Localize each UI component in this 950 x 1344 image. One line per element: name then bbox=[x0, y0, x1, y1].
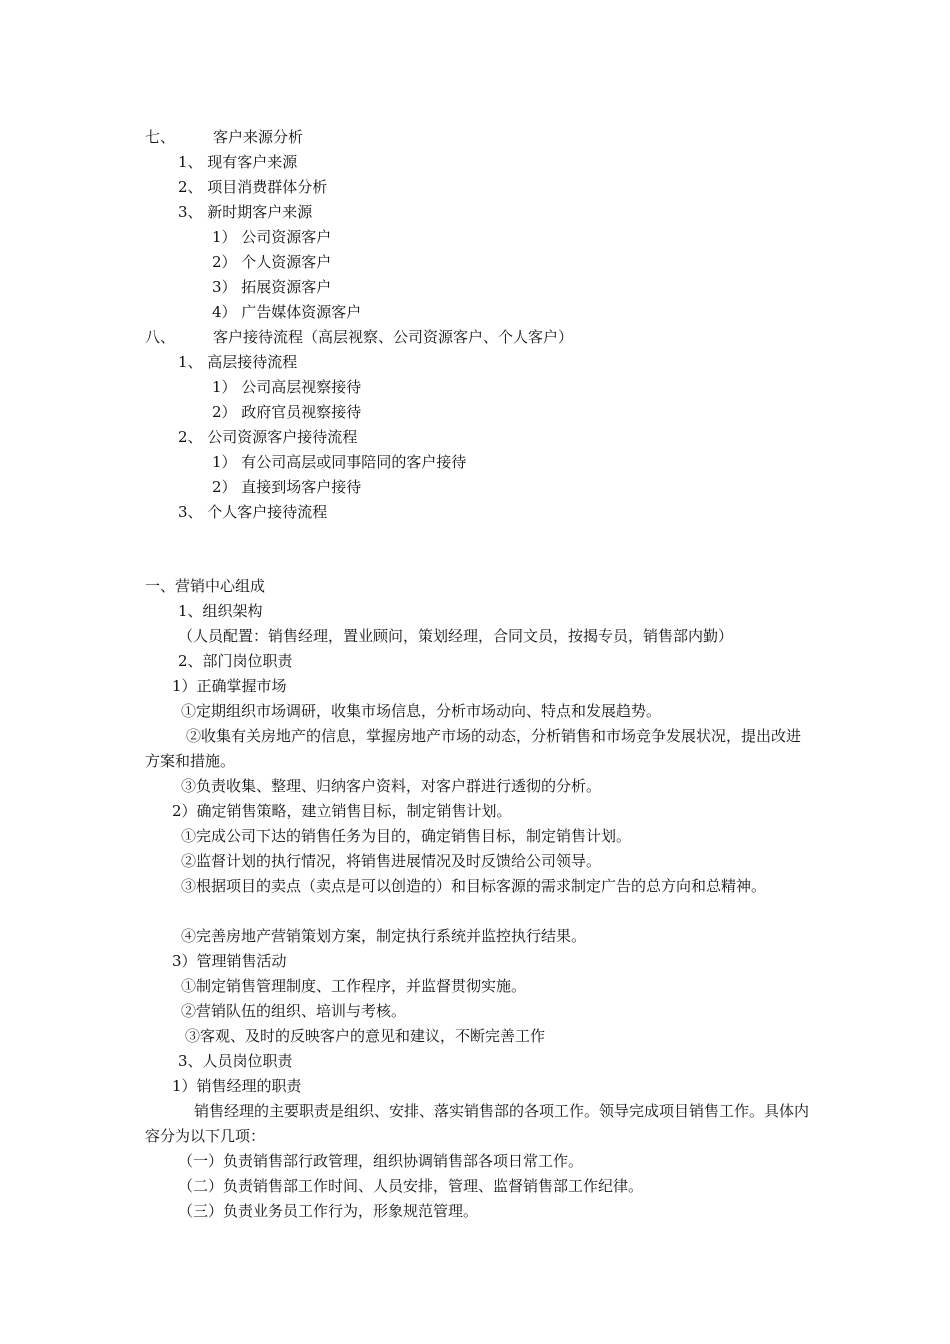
list-subitem: ①定期组织市场调研，收集市场信息，分析市场动向、特点和发展趋势。 bbox=[181, 702, 662, 720]
list-subitem: ②监督计划的执行情况，将销售进展情况及时反馈给公司领导。 bbox=[181, 852, 602, 870]
list-item: 1、 高层接待流程 bbox=[178, 353, 298, 371]
list-item: 1）销售经理的职责 bbox=[172, 1077, 302, 1095]
list-item: 3、 个人客户接待流程 bbox=[178, 503, 328, 521]
list-item: 3、 新时期客户来源 bbox=[178, 203, 313, 221]
list-subitem: 1） 公司资源客户 bbox=[212, 228, 332, 246]
list-subitem: （三）负责业务员工作行为，形象规范管理。 bbox=[178, 1202, 479, 1220]
list-item: 3）管理销售活动 bbox=[172, 952, 287, 970]
list-subitem: 1） 公司高层视察接待 bbox=[212, 378, 362, 396]
list-subitem: ④完善房地产营销策划方案，制定执行系统并监控执行结果。 bbox=[181, 927, 587, 945]
list-subitem: ①制定销售管理制度、工作程序，并监督贯彻实施。 bbox=[181, 977, 527, 995]
list-item: 1、 现有客户来源 bbox=[178, 153, 298, 171]
list-subitem: 2） 直接到场客户接待 bbox=[212, 478, 362, 496]
section-8-title: 客户接待流程（高层视察、公司资源客户、个人客户） bbox=[213, 328, 574, 346]
list-subitem: 1） 有公司高层或同事陪同的客户接待 bbox=[212, 453, 467, 471]
list-subitem: ②营销队伍的组织、培训与考核。 bbox=[181, 1002, 407, 1020]
list-subitem: ③客观、及时的反映客户的意见和建议，不断完善工作 bbox=[185, 1027, 546, 1045]
heading-marketing-center: 一、营销中心组成 bbox=[145, 577, 266, 595]
list-subitem: 2） 个人资源客户 bbox=[212, 253, 332, 271]
section-7-number: 七、 bbox=[145, 128, 176, 146]
list-subitem: ②收集有关房地产的信息，掌握房地产市场的动态，分析销售和市场竞争发展状况，提出改进方案和措施。 bbox=[145, 727, 802, 770]
list-subitem: （一）负责销售部行政管理，组织协调销售部各项日常工作。 bbox=[178, 1152, 584, 1170]
list-subitem: ③负责收集、整理、归纳客户资料，对客户群进行透彻的分析。 bbox=[181, 777, 602, 795]
list-subitem: 4） 广告媒体资源客户 bbox=[212, 303, 362, 321]
list-subitem: 2） 政府官员视察接待 bbox=[212, 403, 362, 421]
subheading: 3、人员岗位职责 bbox=[178, 1052, 293, 1070]
list-subitem: （二）负责销售部工作时间、人员安排，管理、监督销售部工作纪律。 bbox=[178, 1177, 644, 1195]
paragraph: 销售经理的主要职责是组织、安排、落实销售部的各项工作。领导完成项目销售工作。具体内容分为以下几项： bbox=[145, 1102, 810, 1145]
list-item: 2、 项目消费群体分析 bbox=[178, 178, 328, 196]
subheading: 2、部门岗位职责 bbox=[178, 652, 293, 670]
list-item: 2）确定销售策略，建立销售目标，制定销售计划。 bbox=[172, 802, 512, 820]
list-subitem: ①完成公司下达的销售任务为目的，确定销售目标，制定销售计划。 bbox=[181, 827, 632, 845]
subheading: 1、组织架构 bbox=[178, 602, 263, 620]
list-item: 1）正确掌握市场 bbox=[172, 677, 287, 695]
list-subitem: 3） 拓展资源客户 bbox=[212, 278, 332, 296]
section-8-number: 八、 bbox=[145, 328, 176, 346]
list-item: 2、 公司资源客户接待流程 bbox=[178, 428, 358, 446]
paragraph: （人员配置：销售经理，置业顾问，策划经理，合同文员，按揭专员，销售部内勤） bbox=[178, 627, 734, 645]
list-subitem: ③根据项目的卖点（卖点是可以创造的）和目标客源的需求制定广告的总方向和总精神。 bbox=[181, 877, 767, 895]
section-7-title: 客户来源分析 bbox=[213, 128, 304, 146]
